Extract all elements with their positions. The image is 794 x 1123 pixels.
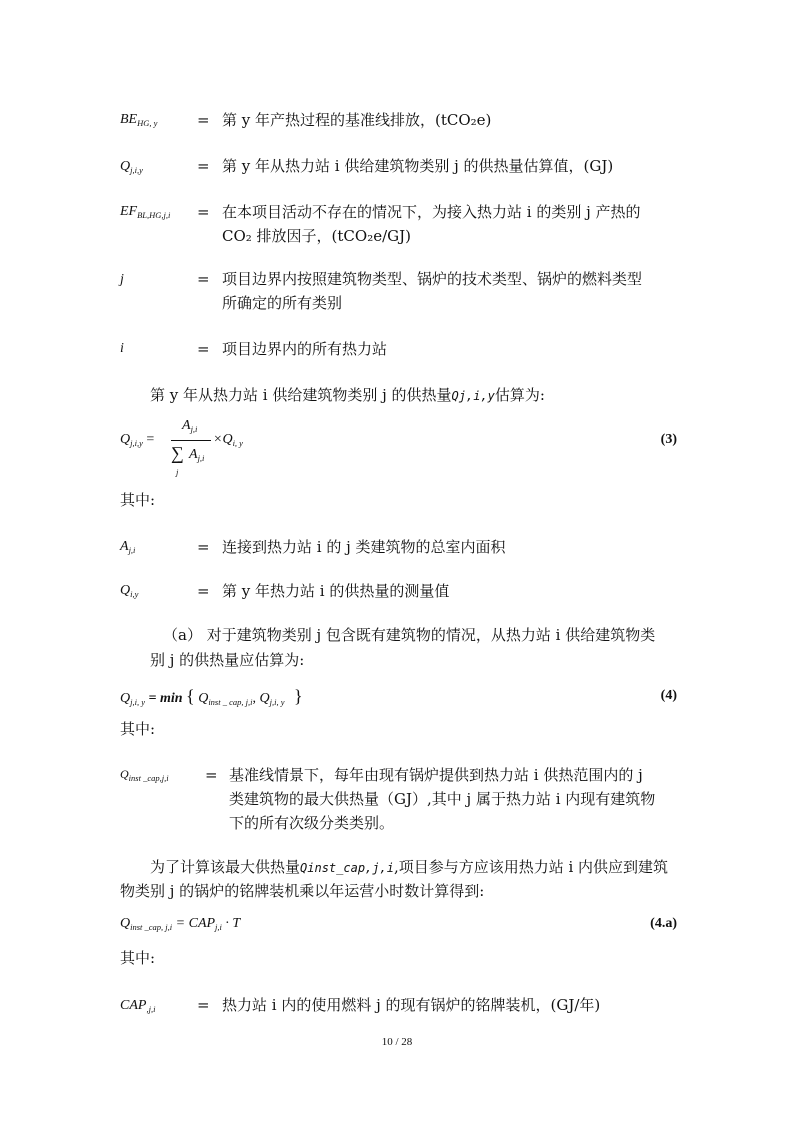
eq3-denominator <box>189 447 204 463</box>
equals-sign: = <box>197 538 210 556</box>
eq4a-rhs-sub: j,i <box>215 922 222 932</box>
eq3-den-subscript: j,i <box>197 453 205 463</box>
eq3-num-subscript: j,i <box>190 424 198 434</box>
eq3-den-symbol: A <box>189 447 198 462</box>
eq3-times-text: ×Q <box>213 432 233 447</box>
symbol-cap-ji <box>120 998 155 1014</box>
equals-sign: = <box>197 996 210 1014</box>
symbol-subscript: ,j,i <box>146 1004 156 1014</box>
definition-text: 在本项目活动不存在的情况下，为接入热力站 i 的类别 j 产热的 <box>222 203 641 221</box>
eq4-a-sub: inst _ cap, j,i <box>208 697 253 707</box>
paragraph-estimate-intro <box>150 383 545 408</box>
symbol-q-jiy <box>120 159 143 175</box>
symbol-be-hg-y <box>120 112 157 128</box>
qizhong-label-2: 其中: <box>120 720 156 738</box>
eq3-num-symbol: A <box>182 418 191 433</box>
paragraph-max-heat-line2: 物类别 j 的锅炉的铭牌装机乘以年运营小时数计算得到: <box>120 882 485 900</box>
definition-text: 第 y 年产热过程的基准线排放，(tCO₂e) <box>222 111 492 129</box>
eq4-formula <box>120 686 303 707</box>
paragraph-text: 第 y 年从热力站 i 供给建筑物类别 j 的供热量 <box>150 386 452 404</box>
equals-sign: = <box>197 111 210 129</box>
symbol-main: A <box>120 539 129 554</box>
symbol-subscript: j,i <box>128 545 136 555</box>
symbol-subscript: i,y <box>130 589 139 599</box>
equals-sign: = <box>197 340 210 358</box>
equals-sign: = <box>197 270 210 288</box>
right-brace: } <box>293 686 303 706</box>
symbol-subscript: BL,HG,j,i <box>137 210 171 220</box>
definition-text: 热力站 i 内的使用燃料 j 的现有锅炉的铭牌装机，(GJ/年) <box>222 996 601 1014</box>
equals-sign: = <box>205 766 218 784</box>
symbol-q-iy <box>120 583 138 599</box>
paragraph-a-line2: 别 j 的供热量应估算为: <box>150 651 305 669</box>
equals-sign: = <box>197 582 210 600</box>
symbol-subscript: HG, y <box>137 118 158 128</box>
symbol-main: Q <box>120 583 131 598</box>
symbol-main: j <box>120 272 124 287</box>
symbol-ef-bl-hg <box>120 204 170 220</box>
symbol-main: i <box>120 341 124 356</box>
paragraph-text-end: ,项目参与方应该用热力站 i 内供应到建筑 <box>393 858 669 876</box>
eq4-lhs-sub: j,i, y <box>130 697 145 707</box>
paragraph-max-heat-line1 <box>150 855 668 880</box>
eq3-lhs <box>120 432 154 448</box>
left-brace: { <box>186 686 195 706</box>
symbol-j <box>120 272 124 288</box>
inline-symbol: Qj,i,y <box>451 389 495 403</box>
eq4a-lhs: Q <box>120 916 131 931</box>
definition-line2: 类建筑物的最大供热量（GJ）,其中 j 属于热力站 i 内现有建筑物 <box>229 790 656 808</box>
fraction-bar <box>171 440 211 441</box>
eq4a-formula <box>120 916 240 932</box>
eq4-b: Q <box>259 691 270 706</box>
eq3-equals: = <box>146 432 155 447</box>
eq4-b-sub: j,i, y <box>269 697 285 707</box>
qizhong-label-1: 其中: <box>120 491 156 509</box>
sum-sub-text: j <box>176 467 179 477</box>
symbol-main: EF <box>120 204 138 219</box>
eq3-numerator <box>182 418 197 434</box>
page-number: 10 / 28 <box>381 1036 413 1048</box>
qizhong-label-3: 其中: <box>120 949 156 967</box>
eq4-lhs: Q <box>120 691 131 706</box>
eq4a-rhs: = CAP <box>175 916 216 931</box>
definition-text-line2: CO₂ 排放因子，(tCO₂e/GJ) <box>222 227 412 245</box>
definition-text: 项目边界内按照建筑物类型、锅炉的技术类型、锅炉的燃料类型 <box>222 270 643 288</box>
eq3-lhs-symbol: Q <box>120 432 131 447</box>
equals-sign: = <box>197 203 210 221</box>
definition-line3: 下的所有次级分类类别。 <box>229 814 395 832</box>
definition-text: 第 y 年从热力站 i 供给建筑物类别 j 的供热量估算值，(GJ) <box>222 157 614 175</box>
symbol-i <box>120 341 124 357</box>
symbol-q-inst-cap <box>120 767 169 783</box>
eq3-times-subscript: i, y <box>232 438 243 448</box>
symbol-main: CAP <box>120 998 147 1013</box>
definition-line1: 基准线情景下，每年由现有锅炉提供到热力站 i 供热范围内的 j <box>229 766 643 784</box>
inline-symbol: Qinst_cap,j,i <box>300 861 394 875</box>
equals-sign: = <box>197 157 210 175</box>
paragraph-text: 为了计算该最大供热量 <box>150 858 301 876</box>
eq3-sum-sign: ∑ <box>171 443 184 463</box>
eq3-lhs-subscript: j,i,y <box>130 438 143 448</box>
eq4-min: = min <box>148 691 183 706</box>
eq4a-lhs-sub: inst _cap, j,i <box>130 922 173 932</box>
eq3-times-q <box>213 432 243 448</box>
symbol-a-ji <box>120 539 135 555</box>
definition-text: 项目边界内的所有热力站 <box>222 340 388 358</box>
equation-number-4: (4) <box>660 688 677 703</box>
eq4a-tail: · T <box>225 916 241 931</box>
symbol-subscript: j,i,y <box>130 165 143 175</box>
symbol-main: Q <box>120 159 131 174</box>
definition-text-line2: 所确定的所有类别 <box>222 294 343 312</box>
eq3-sum-subscript <box>176 461 178 477</box>
paragraph-text-end: 估算为: <box>494 386 545 404</box>
definition-text: 第 y 年热力站 i 的供热量的测量值 <box>222 582 450 600</box>
paragraph-a-line1: （a） 对于建筑物类别 j 包含既有建筑物的情况，从热力站 i 供给建筑物类 <box>163 626 656 644</box>
symbol-subscript: inst _cap,j,i <box>128 773 169 783</box>
eq4-a: Q <box>198 691 209 706</box>
equation-number-4a: (4.a) <box>650 916 677 931</box>
comma: , <box>252 691 260 706</box>
symbol-main: Q <box>120 767 129 781</box>
equation-number-3: (3) <box>660 432 677 447</box>
definition-text: 连接到热力站 i 的 j 类建筑物的总室内面积 <box>222 538 506 556</box>
symbol-main: BE <box>120 112 138 127</box>
